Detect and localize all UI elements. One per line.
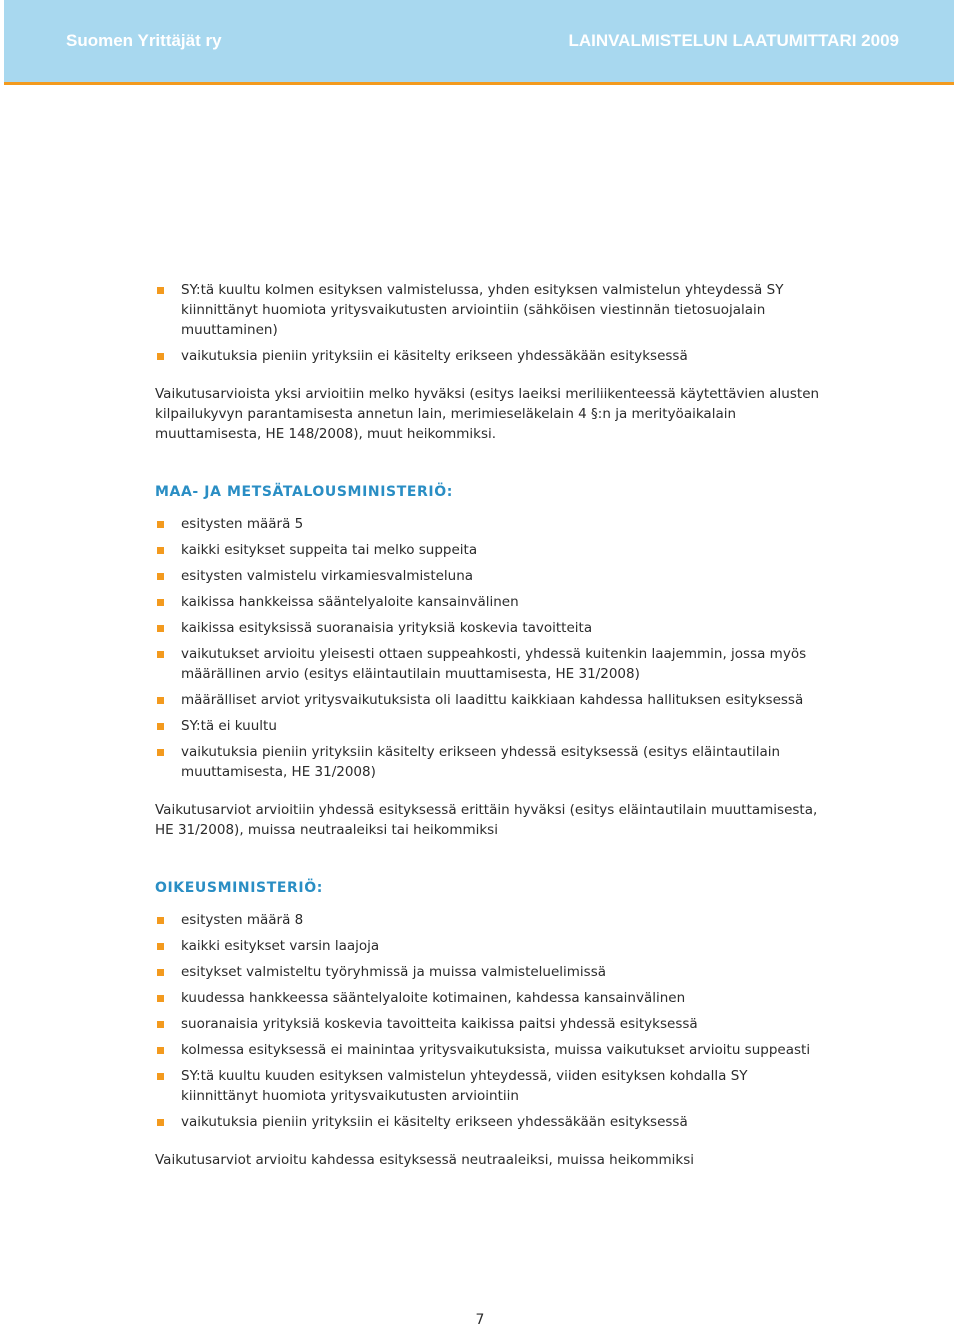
list-item: esitysten määrä 5 [155,514,825,534]
list-item: esitysten valmistelu virkamiesvalmisteluna [155,566,825,586]
list-item: kaikissa hankkeissa sääntelyaloite kansainvälinen [155,592,825,612]
section-title-mmm: MAA- JA METSÄTALOUSMINISTERIÖ: [155,484,453,500]
page-number: 7 [475,1312,485,1328]
list-item: SY:tä ei kuultu [155,716,825,736]
list-item: kuudessa hankkeessa sääntelyaloite kotimainen, kahdessa kansainvälinen [155,988,825,1008]
list-item: suoranaisia yrityksiä koskevia tavoitteita kaikissa paitsi yhdessä esityksessä [155,1014,825,1034]
list-item: kaikki esitykset varsin laajoja [155,936,825,956]
intro-bullet-list [155,280,825,366]
om-paragraph: Vaikutusarviot arvioitu kahdessa esityksessä neutraaleiksi, muissa heikommiksi [155,1152,694,1168]
section-title-om: OIKEUSMINISTERIÖ: [155,880,323,896]
list-item: vaikutuksia pieniin yrityksiin ei käsitelty erikseen yhdessäkään esityksessä [155,1112,825,1132]
mmm-bullet-list [155,514,825,782]
list-item: esitysten määrä 8 [155,910,825,930]
page-content [155,280,825,1170]
list-item: SY:tä kuultu kuuden esityksen valmistelun yhteydessä, viiden esityksen kohdalla SY kiinnittänyt huomiota yritysvaikutusten arviointiin [155,1066,825,1106]
om-bullet-list [155,910,825,1132]
organization-name: Suomen Yrittäjät ry [66,31,222,50]
list-item: vaikutuksia pieniin yrityksiin ei käsitelty erikseen yhdessäkään esityksessä [155,346,825,366]
list-item: kolmessa esityksessä ei mainintaa yritysvaikutuksista, muissa vaikutukset arvioitu suppeasti [155,1040,825,1060]
document-title: LAINVALMISTELUN LAATUMITTARI 2009 [568,31,899,50]
list-item: SY:tä kuultu kolmen esityksen valmistelussa, yhden esityksen valmistelun yhteydessä SY kiinnittänyt huomiota yritysvaikutusten arviointiin (sähköisen viestinnän tietosuojalain muuttaminen) [155,280,825,340]
list-item: kaikissa esityksissä suoranaisia yrityksiä koskevia tavoitteita [155,618,825,638]
list-item: kaikki esitykset suppeita tai melko suppeita [155,540,825,560]
page-header [4,0,954,85]
list-item: määrälliset arviot yritysvaikutuksista oli laadittu kaikkiaan kahdessa hallituksen esityksessä [155,690,825,710]
list-item: vaikutuksia pieniin yrityksiin käsitelty erikseen yhdessä esityksessä (esitys eläintautilain muuttamisesta, HE 31/2008) [155,742,825,782]
list-item: vaikutukset arvioitu yleisesti ottaen suppeahkosti, yhdessä kuitenkin laajemmin, jossa myös määrällinen arvio (esitys eläintautilain muuttamisesta, HE 31/2008) [155,644,825,684]
list-item: esitykset valmisteltu työryhmissä ja muissa valmisteluelimissä [155,962,825,982]
intro-paragraph: Vaikutusarvioista yksi arvioitiin melko hyväksi (esitys laeiksi meriliikenteessä käytettävien alusten kilpailukyvyn parantamisesta annetun lain, merimieseläkelain 4 §:n ja merityöaikalain muuttamisesta, HE 148/2008), muut heikommiksi. [155,386,820,442]
mmm-paragraph: Vaikutusarviot arvioitiin yhdessä esityksessä erittäin hyväksi (esitys eläintautilain muuttamisesta, HE 31/2008), muissa neutraaleiksi tai heikommiksi [155,802,818,838]
